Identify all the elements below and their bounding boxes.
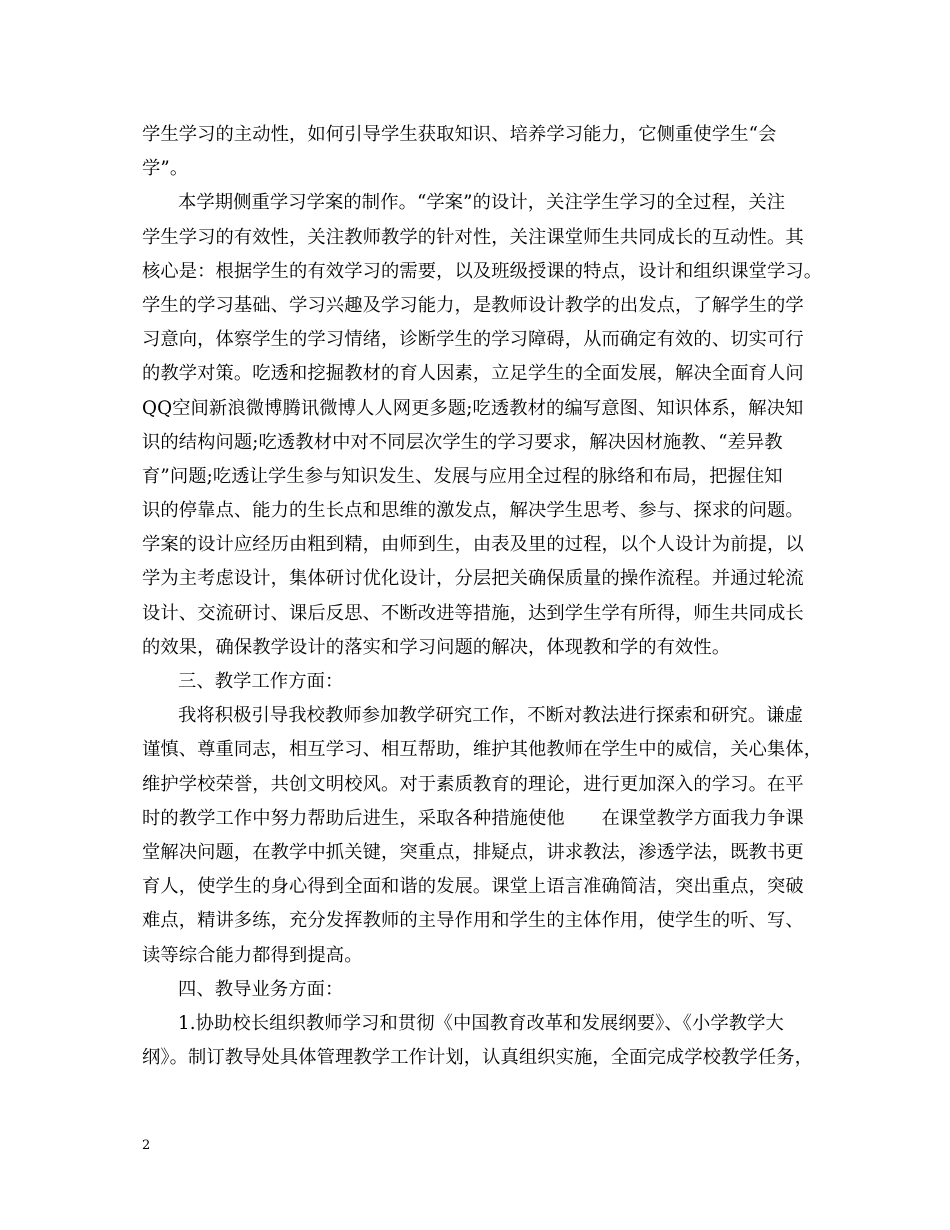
text-line: 1.协助校长组织教师学习和贯彻《中国教育改革和发展纲要》、《小学教学大 [178,1012,784,1034]
text-line: 设计、交流研讨、课后反思、不断改进等措施，达到学生学有所得，师生共同成长 [142,602,804,624]
text-line: 识的结构问题;吃透教材中对不同层次学生的学习要求，解决因材施教、“差异教 [142,431,783,453]
text-line: 学生的学习基础、学习兴趣及学习能力，是教师设计教学的出发点，了解学生的学 [142,294,804,316]
text-line: 读等综合能力都得到提高。 [142,944,363,966]
text-line: 的效果，确保教学设计的落实和学习问题的解决，体现教和学的有效性。 [142,636,731,658]
text-line: 难点，精讲多练，充分发挥教师的主导作用和学生的主体作用，使学生的听、写、 [142,910,804,932]
text-line: 学”。 [142,158,189,180]
text-line: 学案的设计应经历由粗到精，由师到生，由表及里的过程，以个人设计为前提，以 [142,534,804,556]
text-line: 核心是：根据学生的有效学习的需要，以及班级授课的特点，设计和组织课堂学习。 [142,260,823,282]
text-line: 学生学习的有效性，关注教师教学的针对性，关注课堂师生共同成长的互动性。其 [142,226,804,248]
page-number: 2 [142,1138,151,1153]
text-line: 本学期侧重学习学案的制作。“学案”的设计，关注学生学习的全过程，关注 [178,192,786,214]
text-line: 学为主考虑设计，集体研讨优化设计，分层把关确保质量的操作流程。并通过轮流 [142,568,804,590]
text-line: 谨慎、尊重同志，相互学习、相互帮助，维护其他教师在学生中的威信，关心集体， [142,739,823,761]
text-line: 习意向，体察学生的学习情绪，诊断学生的学习障碍，从而确定有效的、切实可行 [142,329,804,351]
text-line: 育人，使学生的身心得到全面和谐的发展。课堂上语言准确简洁，突出重点，突破 [142,876,804,898]
text-line: QQ空间新浪微博腾讯微博人人网更多题;吃透教材的编写意图、知识体系，解决知 [142,397,804,419]
text-line: 四、教导业务方面： [178,978,344,1000]
text-line: 堂解决问题，在教学中抓关键，突重点，排疑点，讲求教法，渗透学法，既教书更 [142,841,804,863]
text-line: 育”问题;吃透让学生参与知识发生、发展与应用全过程的脉络和布局，把握住知 [142,465,783,487]
text-line: 我将积极引导我校教师参加教学研究工作，不断对教法进行探索和研究。谦虚 [178,705,803,727]
text-line: 三、教学工作方面： [178,671,344,692]
text-line: 维护学校荣誉，共创文明校风。对于素质教育的理论，进行更加深入的学习。在平 [142,773,804,795]
text-line: 时的教学工作中努力帮助后进生，采取各种措施使他 在课堂教学方面我力争课 [142,807,804,829]
text-line: 纲》。制订教导处具体管理教学工作计划，认真组织实施，全面完成学校教学任务， [142,1047,813,1069]
text-line: 学生学习的主动性，如何引导学生获取知识、培养学习能力，它侧重使学生“会 [142,124,777,145]
text-line: 识的停靠点、能力的生长点和思维的激发点，解决学生思考、参与、探求的问题。 [142,500,804,522]
text-line: 的教学对策。吃透和挖掘教材的育人因素，立足学生的全面发展，解决全面育人问 [142,363,804,385]
body-text [142,118,823,1075]
